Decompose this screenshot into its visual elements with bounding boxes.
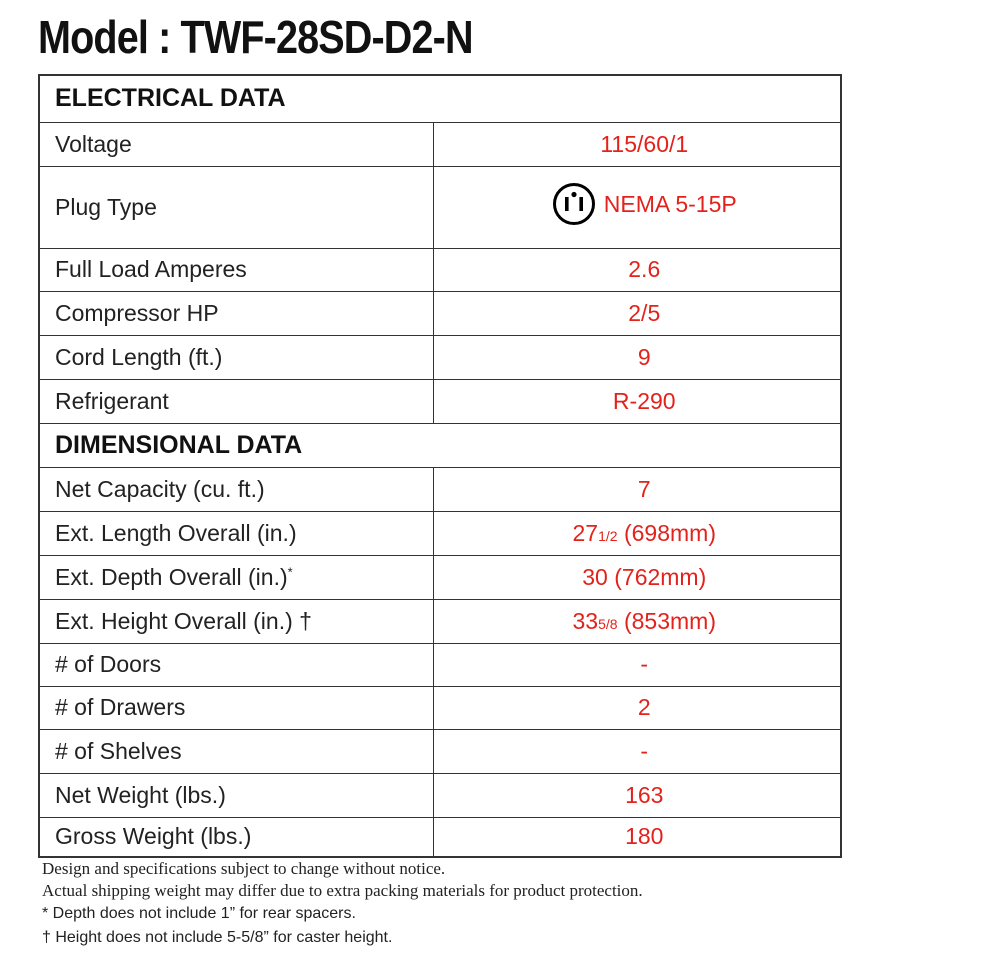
section-header-row xyxy=(39,75,841,122)
gross-weight-value: 180 xyxy=(433,817,841,857)
footnotes xyxy=(42,858,643,950)
table-row xyxy=(39,686,841,729)
drawers-value: 2 xyxy=(433,686,841,729)
length-value: 271/2 (698mm) xyxy=(433,511,841,555)
height-label: Ext. Height Overall (in.) † xyxy=(39,599,433,643)
doors-value: - xyxy=(433,643,841,686)
electrical-data-heading: ELECTRICAL DATA xyxy=(39,75,841,122)
depth-value: 30 (762mm) xyxy=(433,555,841,599)
table-row xyxy=(39,555,841,599)
refrigerant-value: R-290 xyxy=(433,379,841,423)
table-row xyxy=(39,166,841,248)
amperes-value: 2.6 xyxy=(433,248,841,291)
table-row xyxy=(39,291,841,335)
table-row xyxy=(39,511,841,555)
table-row xyxy=(39,729,841,773)
capacity-value: 7 xyxy=(433,467,841,511)
net-weight-value: 163 xyxy=(433,773,841,817)
height-value: 335/8 (853mm) xyxy=(433,599,841,643)
footnote-depth: * Depth does not include 1” for rear spacers. xyxy=(42,905,356,922)
cord-length-value: 9 xyxy=(433,335,841,379)
voltage-label: Voltage xyxy=(39,122,433,166)
section-header-row xyxy=(39,423,841,467)
plug-type-value: NEMA 5-15P xyxy=(603,190,737,217)
table-row xyxy=(39,122,841,166)
doors-label: # of Doors xyxy=(39,643,433,686)
cord-length-label: Cord Length (ft.) xyxy=(39,335,433,379)
depth-label: Ext. Depth Overall (in.)* xyxy=(39,555,433,599)
nema-5-15p-plug-icon xyxy=(552,182,596,226)
compressor-label: Compressor HP xyxy=(39,291,433,335)
voltage-value: 115/60/1 xyxy=(433,122,841,166)
dimensional-data-heading: DIMENSIONAL DATA xyxy=(39,423,841,467)
shelves-label: # of Shelves xyxy=(39,729,433,773)
table-row xyxy=(39,248,841,291)
length-label: Ext. Length Overall (in.) xyxy=(39,511,433,555)
table-row xyxy=(39,643,841,686)
footnote-shipping-weight: Actual shipping weight may differ due to extra packing materials for product protection. xyxy=(42,881,643,900)
spec-table xyxy=(38,74,842,858)
table-row xyxy=(39,379,841,423)
model-title: Model : TWF-28SD-D2-N xyxy=(38,11,473,63)
refrigerant-label: Refrigerant xyxy=(39,379,433,423)
compressor-value: 2/5 xyxy=(433,291,841,335)
table-row xyxy=(39,335,841,379)
net-weight-label: Net Weight (lbs.) xyxy=(39,773,433,817)
footnote-change-notice: Design and specifications subject to change without notice. xyxy=(42,859,446,878)
table-row xyxy=(39,599,841,643)
footnote-height: † Height does not include 5-5/8” for caster height. xyxy=(42,929,393,946)
shelves-value: - xyxy=(433,729,841,773)
capacity-label: Net Capacity (cu. ft.) xyxy=(39,467,433,511)
drawers-label: # of Drawers xyxy=(39,686,433,729)
table-row xyxy=(39,467,841,511)
table-row xyxy=(39,817,841,857)
plug-type-label: Plug Type xyxy=(39,166,433,248)
amperes-label: Full Load Amperes xyxy=(39,248,433,291)
gross-weight-label: Gross Weight (lbs.) xyxy=(39,817,433,857)
table-row xyxy=(39,773,841,817)
